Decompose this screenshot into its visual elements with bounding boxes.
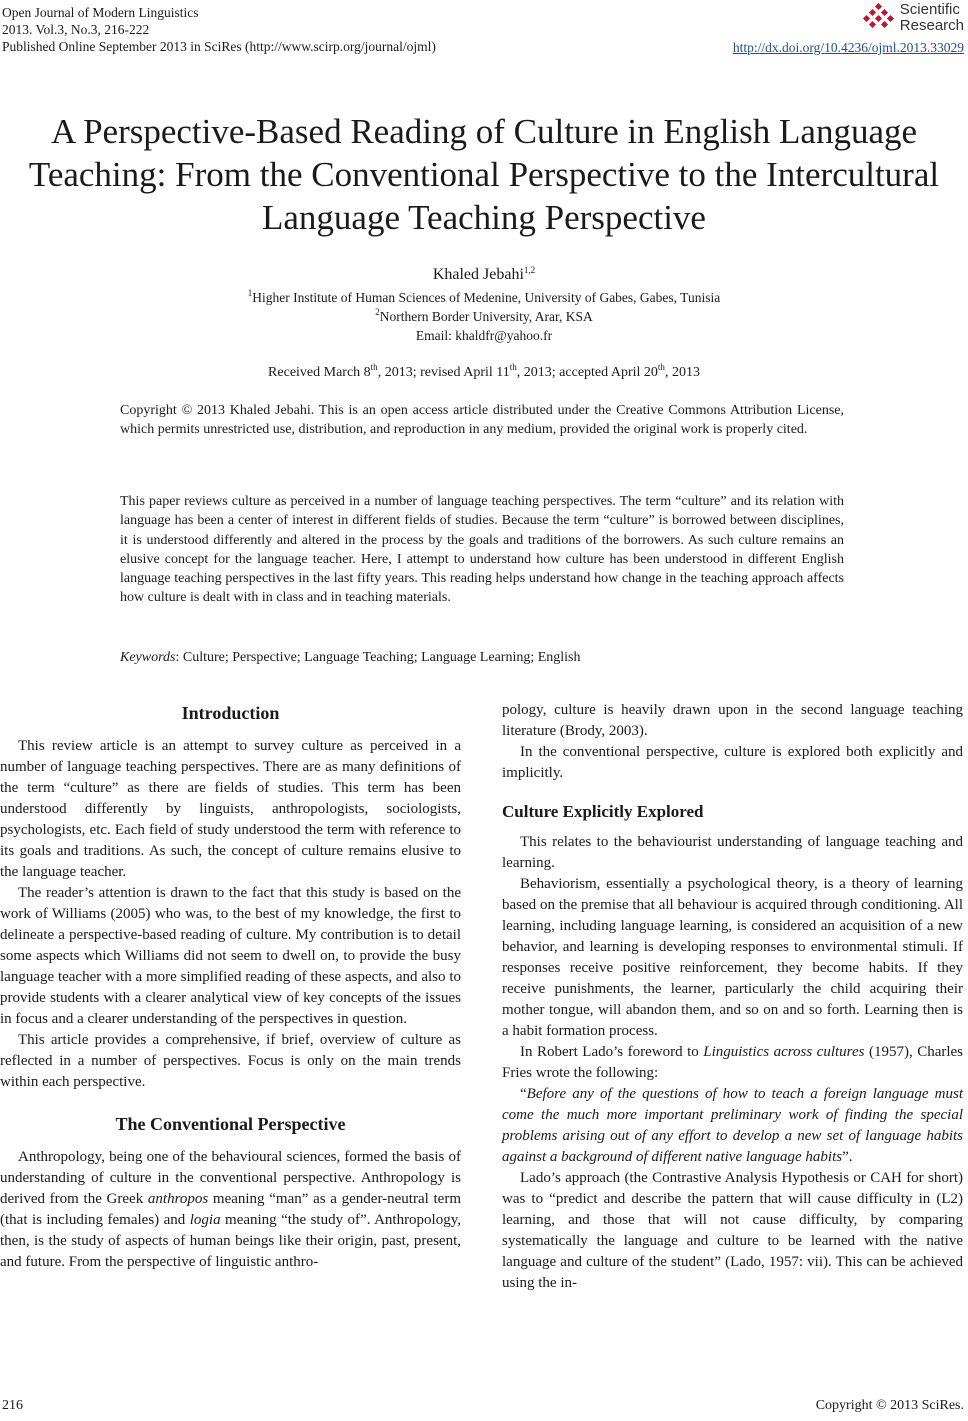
conv-text-b: meaning “man” as a gender-neutral term (that is including females) and [0, 1191, 461, 1228]
revised-date: , 2013; revised April 11 [377, 365, 510, 380]
p5-text-a: In Robert Lado’s foreword to [520, 1044, 704, 1060]
author-email: Email: khaldfr@yahoo.fr [415, 328, 553, 343]
title-line-3: Language Teaching Perspective [262, 198, 706, 237]
author-sup: 1,2 [523, 265, 536, 275]
affiliation-2-text: Northern Border University, Arar, KSA [379, 309, 593, 324]
publisher-block [860, 0, 964, 36]
title-line-2: Teaching: From the Conventional Perspective to the Intercultural [28, 155, 940, 194]
right-paragraph-1: pology, culture is heavily drawn upon in the second language teaching literature (Brody, 2003). [502, 702, 963, 739]
right-paragraph-2: In the conventional perspective, culture is explored both explicitly and implicitly. [502, 744, 963, 781]
right-column [502, 700, 963, 1294]
paper-title [0, 110, 968, 239]
right-paragraph-7: Lado’s approach (the Contrastive Analysis Hypothesis or CAH for short) was to “predict and describe the pattern that will cause difficulty in (L2) learning, and those that will not cause difficulty, by comparing systematically the language and culture to be learned with the native language and culture of the student” (Lado, 1957: vii). This can be achieved using the in- [502, 1170, 963, 1291]
intro-paragraph-2: The reader’s attention is drawn to the fact that this study is based on the work of Williams (2005) who was, to the best of my knowledge, the first to delineate a perspective-based reading of culture. My contribution is to detail some aspects which Williams did not seem to dwell on, to provide the busy language teacher with a more simplified reading of these aspects, and also to provide students with a clearer analytical view of key concepts of the issues in focus and a clearer understanding of the perspectives in question. [0, 885, 461, 1027]
copyright-notice: Copyright © 2013 Khaled Jebahi. This is an open access article distributed under the Creative Commons Attribution License, which permits unrestricted use, distribution, and reproduction in any medium, provided the original work is properly cited. [120, 403, 844, 438]
affiliation-1-text: Higher Institute of Human Sciences of Medenine, University of Gabes, Gabes, Tunisia [252, 290, 721, 305]
logo-line-1: Scientific [899, 1, 960, 18]
journal-volume: 2013. Vol.3, No.3, 216-222 [2, 22, 150, 37]
affiliation-1 [0, 290, 968, 306]
p5-text-b: (1957), Charles Fries wrote the following: [502, 1044, 964, 1081]
conventional-perspective-heading: The Conventional Perspective [115, 1114, 346, 1134]
quote-open: “ [520, 1086, 527, 1102]
keywords [120, 650, 581, 666]
conv-term-logia: logia [189, 1212, 221, 1228]
conv-term-anthropos: anthropos [147, 1191, 209, 1207]
publisher-logo [860, 0, 964, 36]
journal-header [2, 4, 436, 55]
revised-sup: th [509, 362, 517, 372]
received-sup: th [370, 362, 378, 372]
dates-end: , 2013 [664, 365, 700, 380]
quote-close: ”. [842, 1149, 853, 1165]
conv-text-c: meaning “the study of”. Anthropology, then, is the study of aspects of human beings like their origin, past, present, and future. From the perspective of linguistic anthro- [0, 1212, 462, 1270]
received-date: Received March 8 [268, 365, 371, 380]
accepted-sup: th [657, 362, 665, 372]
accepted-date: , 2013; accepted April 20 [516, 365, 658, 380]
keywords-label: Keywords [120, 650, 176, 665]
fries-quote [502, 1084, 963, 1168]
doi-link[interactable]: http://dx.doi.org/10.4236/ojml.2013.33029 [732, 40, 964, 55]
logo-line-2: Research [899, 17, 964, 34]
right-paragraph-4: Behaviorism, essentially a psychological theory, is a theory of learning based on the premise that all behaviour is acquired through conditioning. All learning, including language learning, is considered an acquisition of a new behavior, and learning is developing responses to environmental stimuli. If responses receive positive reinforcement, they become habits. If they receive punishments, the learner, particularly the child acquiring their mother tongue, will abandon them, and so on and so forth. Learning then is a habit formation process. [502, 876, 963, 1039]
right-paragraph-5 [502, 1042, 963, 1084]
author [0, 266, 968, 284]
conventional-paragraph-1 [0, 1147, 461, 1273]
right-paragraph-3: This relates to the behaviourist understanding of language teaching and learning. [502, 834, 963, 871]
journal-published: Published Online September 2013 in SciRes (http://www.scirp.org/journal/ojml) [2, 39, 436, 54]
intro-paragraph-3: This article provides a comprehensive, if brief, overview of culture as reflected in a number of perspectives. Focus is only on the main trends within each perspective. [0, 1032, 461, 1090]
submission-dates [0, 362, 968, 381]
affiliation-1-sup: 1 [247, 288, 253, 298]
culture-explicitly-explored-heading: Culture Explicitly Explored [502, 802, 704, 821]
p5-book-title: Linguistics across cultures [703, 1044, 865, 1060]
author-name: Khaled Jebahi [432, 266, 524, 283]
intro-paragraph-1: This review article is an attempt to survey culture as perceived in a number of language teaching perspectives. There are as many definitions of the term “culture” as there are fields of studies. This term has been understood differently by linguists, anthropologists, sociologists, psychologists, etc. Each field of study understood the term with reference to its goals and traditions. As such, the concept of culture remains elusive to the language teacher. [0, 738, 461, 880]
page-number: 216 [2, 1398, 23, 1413]
affiliation-2-sup: 2 [375, 307, 380, 317]
introduction-heading: Introduction [181, 703, 280, 723]
scientific-research-logo-icon [860, 3, 896, 33]
logo-text [900, 2, 964, 34]
journal-name: Open Journal of Modern Linguistics [2, 5, 199, 20]
quote-text: Before any of the questions of how to teach a foreign language must come the much more important preliminary work of finding the special problems arising out of any effort to develop a new set of language habits against a background of different native language habits [502, 1086, 963, 1165]
footer-copyright: Copyright © 2013 SciRes. [815, 1398, 964, 1413]
affiliation-2 [0, 309, 968, 325]
keywords-text: : Culture; Perspective; Language Teaching; Language Learning; English [175, 650, 581, 665]
title-line-1: A Perspective-Based Reading of Culture in English Language [50, 112, 918, 151]
left-column [0, 700, 461, 1273]
conv-text-a: Anthropology, being one of the behavioural sciences, formed the basis of understanding of culture in the conventional perspective. Anthropology is derived from the Greek [0, 1149, 461, 1207]
abstract: This paper reviews culture as perceived in a number of language teaching perspectives. The term “culture” and its relation with language has been a center of interest in different fields of studies. Because the term “culture” is borrowed between disciplines, it is understood differently and altered in the process by the goals and traditions of the borrowers. As such culture remains an elusive concept for the language teacher. Here, I attempt to understand how culture has been understood in different English language teaching perspectives in the last fifty years. This reading helps understand how change in the teaching approach affects how culture is dealt with in class and in teaching materials. [120, 494, 844, 606]
